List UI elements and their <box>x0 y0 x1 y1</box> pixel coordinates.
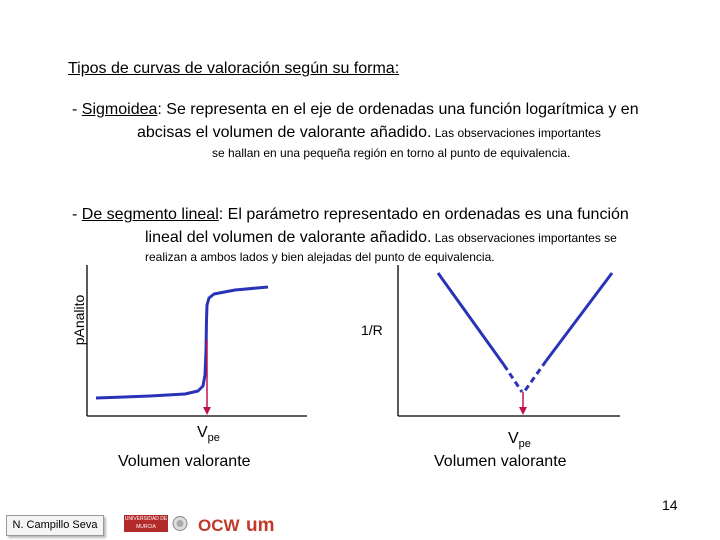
v-left-solid <box>438 273 504 365</box>
svg-text:um: um <box>246 515 275 536</box>
chart2-ylabel: 1/R <box>361 322 383 338</box>
lineal-line1: - De segmento lineal: El parámetro representado en ordenadas es una función <box>72 206 629 223</box>
sigmoid-curve <box>96 287 268 398</box>
svg-text:OCW: OCW <box>198 516 240 535</box>
sigmoidea-line1: - Sigmoidea: Se representa en el eje de ordenadas una función logarítmica y en <box>72 101 639 118</box>
v-right-dashed <box>524 361 546 392</box>
lineal-line2: lineal del volumen de valorante añadido. Las observaciones importantes se <box>145 229 617 246</box>
v-right-solid <box>546 273 612 361</box>
slide-title: Tipos de curvas de valoración según su forma: <box>68 60 400 77</box>
chart1-ylabel: pAnalito <box>71 294 87 346</box>
chart1-xlabel: Volumen valorante <box>118 453 251 470</box>
chart2-vpe-label: $V_{pe}$ <box>508 430 531 451</box>
seal-logo <box>172 515 188 532</box>
chart1-vpe-label: $V_{pe}$ <box>197 424 220 445</box>
chart2-arrowhead <box>519 407 527 415</box>
lineal-line3: realizan a ambos lados y bien alejadas del punto de equivalencia. <box>145 250 495 264</box>
page-number: 14 <box>662 497 678 513</box>
v-left-dashed <box>504 365 522 392</box>
chart2-xlabel: Volumen valorante <box>434 453 567 470</box>
ocw-um-logo <box>196 512 286 536</box>
sigmoidea-line2: abcisas el volumen de valorante añadido. Las observaciones importantes <box>137 124 601 141</box>
chart1-arrowhead <box>203 407 211 415</box>
university-logo: UNIVERSIDAD DE MURCIA <box>124 516 168 530</box>
lineal-term: De segmento lineal <box>81 206 219 223</box>
sigmoidea-term: Sigmoidea <box>81 101 158 118</box>
author-label: N. Campillo Seva <box>6 515 104 536</box>
sigmoidea-line3: se hallan en una pequeña región en torno al punto de equivalencia. <box>212 146 571 160</box>
